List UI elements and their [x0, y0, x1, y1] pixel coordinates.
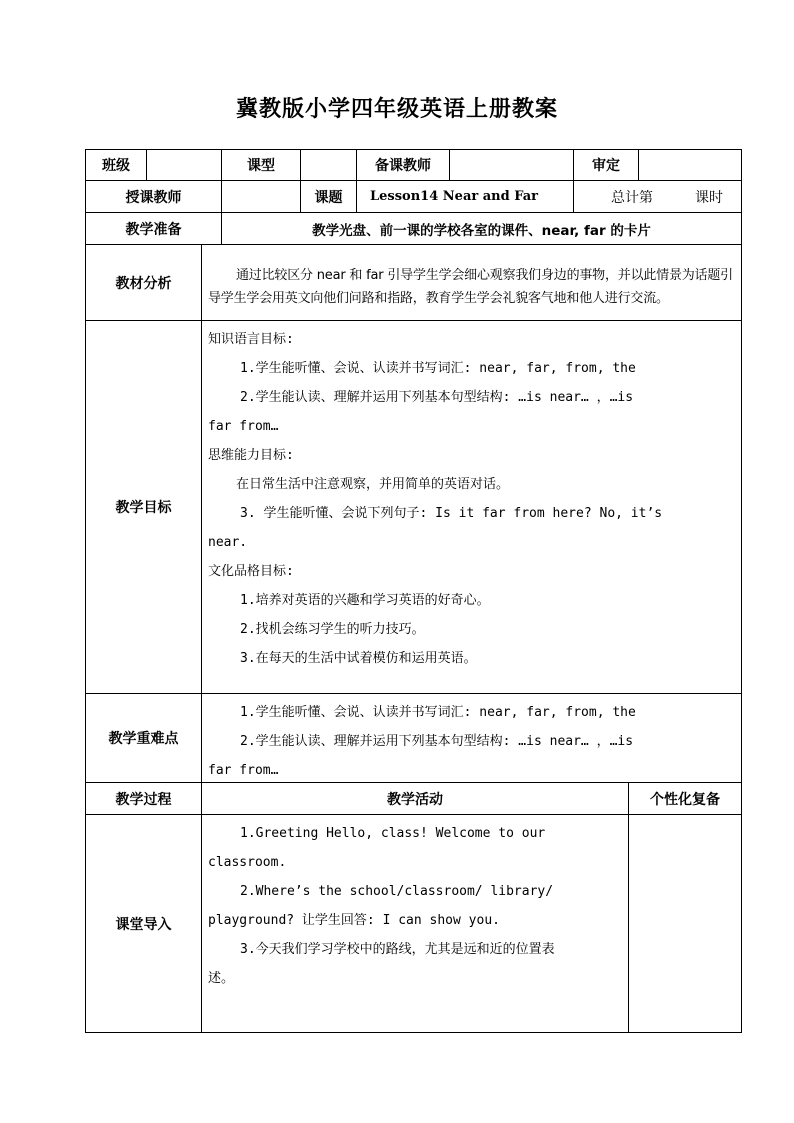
intro-line-3b: 述。	[208, 971, 235, 986]
topic-label: 课题	[314, 189, 343, 206]
culture-goal-title: 文化品格目标:	[208, 564, 294, 579]
intro-line-1b: classroom.	[208, 855, 287, 870]
intro-line-2a: 2.Where’s the school/classroom/ library/	[240, 884, 554, 899]
culture-goal-2: 2.找机会练习学生的听力技巧。	[240, 622, 425, 637]
intro-label: 课堂导入	[115, 916, 172, 933]
keypoint-2b: far from…	[208, 763, 279, 778]
prep-label: 教学准备	[125, 221, 182, 238]
thinking-goal-title: 思维能力目标:	[208, 448, 294, 463]
thinking-goal-1: 在日常生活中注意观察，并用简单的英语对话。	[236, 477, 510, 492]
period-label: 课时	[695, 189, 723, 206]
analysis-text: 通过比较区分 near 和 far 引导学生学会细心观察我们身边的事物，并以此情景为话题引导学生学会用英文向他们问路和指路，教育学生学会礼貌客气地和他人进行交流。	[208, 268, 733, 306]
culture-goal-3: 3.在每天的生活中试着模仿和运用英语。	[240, 651, 477, 666]
prep-value: 教学光盘、前一课的学校各室的课件、near, far 的卡片	[312, 222, 651, 239]
knowledge-goal-2a: 2.学生能认读、理解并运用下列基本句型结构: …is near… ，…is	[240, 390, 634, 405]
teacher-field[interactable]	[222, 181, 300, 212]
intro-content	[208, 819, 624, 993]
lesson-type-label: 课型	[247, 158, 275, 174]
culture-goal-1: 1.培养对英语的兴趣和学习英语的好奇心。	[240, 593, 490, 608]
knowledge-goal-2b: far from…	[208, 419, 279, 434]
intro-line-2b: playground? 让学生回答: I can show you.	[208, 913, 500, 928]
table-border	[85, 1032, 742, 1033]
keypoints-label: 教学重难点	[108, 731, 179, 747]
class-label: 班级	[102, 158, 130, 174]
thinking-goal-2a: 3. 学生能听懂、会说下列句子: Is it far from here? No, it’s	[240, 506, 663, 521]
class-field[interactable]	[147, 150, 221, 180]
knowledge-goal-title: 知识语言目标:	[208, 332, 294, 347]
knowledge-goal-1: 1.学生能听懂、会说、认读并书写词汇: near, far, from, the	[240, 361, 636, 376]
activity-label: 教学活动	[387, 791, 443, 808]
teacher-label: 授课教师	[125, 189, 182, 206]
table-border	[356, 180, 357, 212]
analysis-label: 教材分析	[115, 275, 172, 292]
keypoint-2a: 2.学生能认读、理解并运用下列基本句型结构: …is near… ，…is	[240, 734, 634, 749]
review-label: 审定	[592, 158, 620, 174]
table-border	[741, 149, 742, 1033]
keypoint-1: 1.学生能听懂、会说、认读并书写词汇: near, far, from, the	[240, 705, 636, 720]
lesson-type-field[interactable]	[301, 150, 356, 180]
topic-value: Lesson14 Near and Far	[370, 189, 539, 204]
objectives-content	[208, 325, 738, 673]
process-label: 教学过程	[115, 791, 172, 808]
document-title: 冀教版小学四年级英语上册教案	[235, 97, 558, 122]
keypoints-content	[208, 698, 738, 785]
personal-notes-field[interactable]	[629, 815, 741, 1032]
table-border	[201, 244, 202, 1033]
intro-line-1a: 1.Greeting Hello, class! Welcome to our	[240, 826, 546, 841]
objectives-label: 教学目标	[115, 500, 172, 516]
thinking-goal-2b: near.	[208, 535, 248, 550]
total-label: 总计第	[611, 189, 653, 206]
intro-line-3a: 3.今天我们学习学校中的路线，尤其是远和近的位置表	[240, 942, 555, 957]
personal-label: 个性化复备	[650, 791, 720, 808]
prep-teacher-field[interactable]	[450, 150, 573, 180]
table-border	[573, 180, 574, 212]
review-field[interactable]	[639, 150, 741, 180]
prep-teacher-label: 备课教师	[375, 158, 431, 174]
